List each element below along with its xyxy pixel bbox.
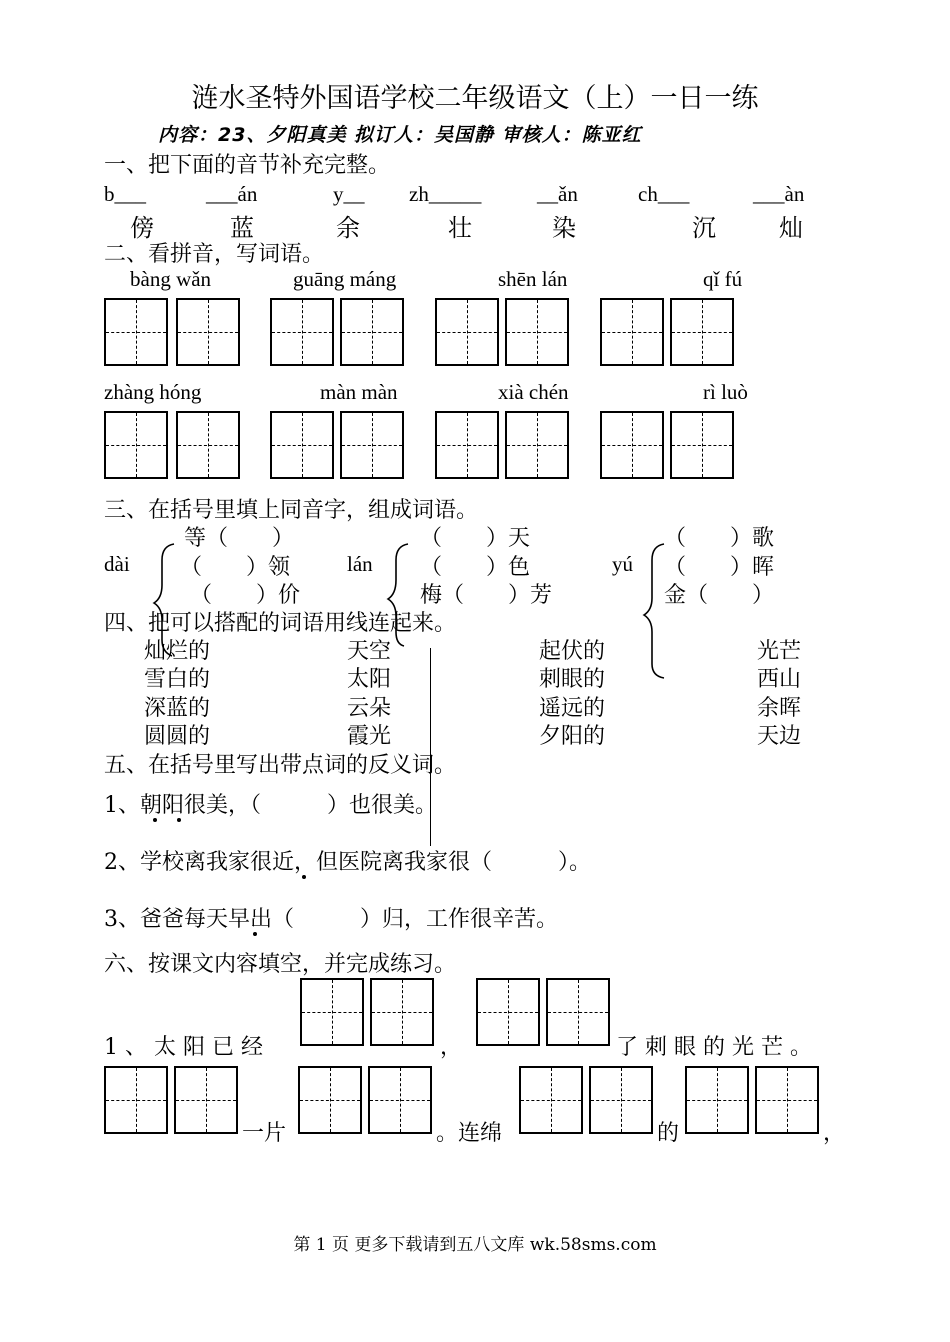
syllable-blank[interactable]: zh_____	[409, 182, 482, 206]
pinyin-label: zhàng hóng	[104, 380, 202, 404]
fill-item[interactable]: （ ）晖	[664, 555, 775, 580]
left-brace	[644, 544, 664, 678]
connector-text: 一片	[242, 1121, 287, 1146]
character: 余	[336, 214, 360, 242]
pinyin-label: dài	[104, 552, 130, 576]
character: 染	[552, 214, 576, 242]
pinyin-label: shēn lán	[498, 267, 568, 291]
pinyin-label: màn màn	[320, 380, 398, 404]
sentence-item[interactable]: 1、朝阳很美，（ ）也很美。	[104, 793, 437, 818]
pinyin-label: rì luò	[703, 380, 748, 404]
section-3-heading: 三、在括号里填上同音字，组成词语。	[104, 498, 479, 523]
fill-item[interactable]: 等（ ）	[184, 526, 295, 551]
section-5-heading: 五、在括号里写出带点词的反义词。	[104, 753, 457, 778]
writing-grid-box[interactable]	[546, 978, 610, 1046]
character: 沉	[692, 214, 716, 242]
connector-text: 的	[657, 1121, 680, 1146]
match-word[interactable]: 天空	[347, 639, 392, 664]
match-word[interactable]: 光芒	[757, 639, 802, 664]
match-word[interactable]: 西山	[757, 667, 802, 692]
sentence-item[interactable]: 3、爸爸每天早出（ ）归，工作很辛苦。	[104, 907, 558, 932]
syllable-blank[interactable]: ___àn	[753, 182, 805, 206]
match-word[interactable]: 起伏的	[539, 639, 606, 664]
section-1-heading: 一、把下面的音节补充完整。	[104, 153, 391, 178]
character: 傍	[130, 214, 154, 242]
syllable-blank[interactable]: y__	[333, 182, 365, 206]
match-word[interactable]: 云朵	[347, 696, 392, 721]
emphasis-dot	[177, 818, 181, 822]
match-word[interactable]: 余晖	[757, 696, 802, 721]
match-word[interactable]: 夕阳的	[539, 724, 606, 749]
fill-item[interactable]: （ ）歌	[664, 526, 775, 551]
match-word[interactable]: 雪白的	[144, 667, 211, 692]
pinyin-label: qǐ fú	[703, 267, 743, 291]
match-word[interactable]: 灿烂的	[144, 639, 211, 664]
match-word[interactable]: 霞光	[347, 724, 392, 749]
character: 灿	[779, 214, 803, 242]
fill-sentence-end: 了 刺 眼 的 光 芒 。	[616, 1035, 812, 1060]
pinyin-label: lán	[347, 552, 373, 576]
subtitle: 内容：23、夕阳真美 拟订人：吴国静 审核人：陈亚红	[158, 124, 642, 146]
match-word[interactable]: 太阳	[347, 667, 392, 692]
character: 壮	[448, 214, 472, 242]
writing-grid-box[interactable]	[476, 978, 540, 1046]
match-word[interactable]: 天边	[757, 724, 802, 749]
fill-sentence-start: 1 、 太 阳 已 经	[104, 1035, 263, 1060]
punctuation: ，	[440, 1035, 463, 1060]
page-title: 涟水圣特外国语学校二年级语文（上）一日一练	[191, 83, 759, 114]
fill-item[interactable]: （ ）色	[420, 555, 531, 580]
writing-grid-box[interactable]	[300, 978, 364, 1046]
pinyin-label: xià chén	[498, 380, 569, 404]
emphasis-dot	[302, 875, 306, 879]
writing-grid-box[interactable]	[685, 1066, 749, 1134]
fill-item[interactable]: 梅（ ）芳	[420, 583, 553, 608]
section-2-heading: 二、看拼音，写词语。	[104, 242, 325, 267]
writing-grid-box[interactable]	[368, 1066, 432, 1134]
writing-grid-box[interactable]	[298, 1066, 362, 1134]
page-footer: 第 1 页 更多下载请到五八文库 wk.58sms.com	[293, 1235, 657, 1255]
connector-text: 。连绵	[436, 1121, 503, 1146]
syllable-blank[interactable]: __ǎn	[537, 182, 578, 206]
writing-grid-box[interactable]	[174, 1066, 238, 1134]
punctuation: ，	[823, 1121, 846, 1146]
fill-item[interactable]: （ ）天	[420, 526, 531, 551]
syllable-blank[interactable]: b___	[104, 182, 146, 206]
match-word[interactable]: 深蓝的	[144, 696, 211, 721]
pinyin-label: yú	[612, 552, 633, 576]
pinyin-label: guāng máng	[293, 267, 397, 291]
syllable-blank[interactable]: ___án	[206, 182, 258, 206]
emphasis-dot	[153, 818, 157, 822]
emphasis-dot	[253, 932, 257, 936]
sentence-item[interactable]: 2、学校离我家很近，但医院离我家很（ ）。	[104, 850, 591, 875]
match-word[interactable]: 刺眼的	[539, 667, 606, 692]
section-6-heading: 六、按课文内容填空，并完成练习。	[104, 952, 457, 977]
writing-grid-box[interactable]	[755, 1066, 819, 1134]
section-4-heading: 四、把可以搭配的词语用线连起来。	[104, 611, 457, 636]
writing-grid-box[interactable]	[104, 1066, 168, 1134]
pinyin-label: bàng wǎn	[130, 267, 212, 291]
match-word[interactable]: 圆圆的	[144, 724, 211, 749]
fill-item[interactable]: （ ）价	[190, 583, 301, 608]
writing-grid-box[interactable]	[589, 1066, 653, 1134]
writing-grid-box[interactable]	[519, 1066, 583, 1134]
writing-grid-box[interactable]	[370, 978, 434, 1046]
character: 蓝	[230, 214, 254, 242]
fill-item[interactable]: 金（ ）	[664, 583, 775, 608]
match-word[interactable]: 遥远的	[539, 696, 606, 721]
syllable-blank[interactable]: ch___	[638, 182, 690, 206]
fill-item[interactable]: （ ）领	[180, 555, 291, 580]
